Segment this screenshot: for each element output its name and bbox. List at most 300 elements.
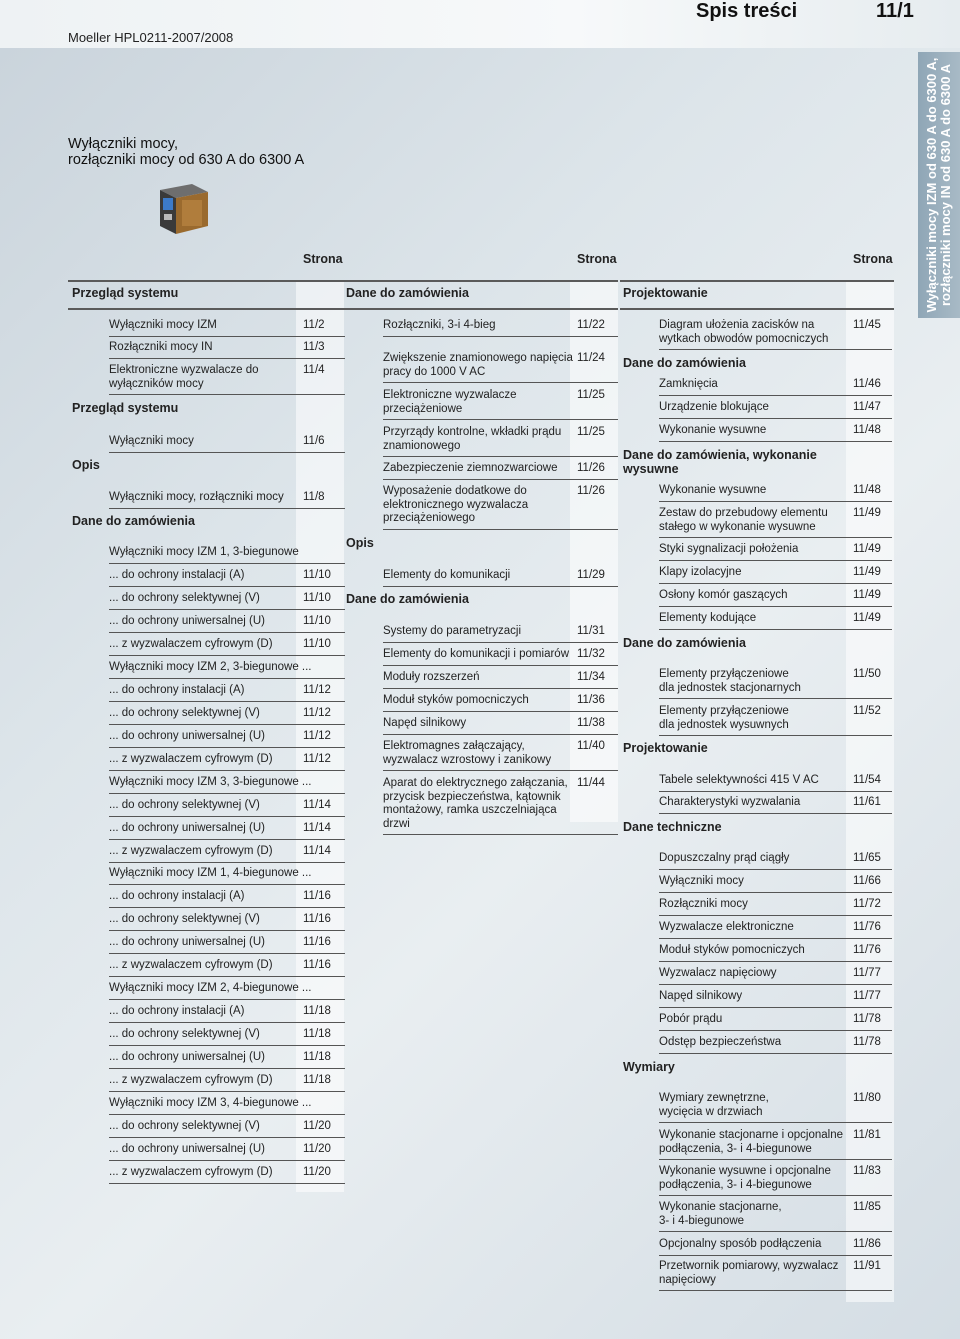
toc-entry-label: ... z wyzwalaczem cyfrowym (D) — [109, 638, 273, 650]
toc-entry-page: 11/20 — [303, 1143, 331, 1155]
toc-entry-page: 11/3 — [303, 341, 325, 353]
toc-entry[interactable] — [659, 612, 892, 631]
toc-entry-page: 11/72 — [853, 898, 881, 910]
section-heading: Dane do zamówienia — [623, 636, 746, 650]
toc-entry[interactable] — [109, 890, 345, 909]
toc-entry[interactable] — [659, 990, 892, 1009]
toc-entry-rule — [109, 336, 345, 337]
toc-entry[interactable] — [109, 546, 345, 565]
toc-entry-page: 11/44 — [577, 777, 605, 789]
toc-entry[interactable] — [659, 1129, 892, 1161]
toc-entry-label: Wyłączniki mocy IZM 2, 4-biegunowe ... — [109, 982, 312, 994]
column-heading-design: Projektowanie — [623, 286, 708, 300]
toc-entry-rule — [109, 1045, 345, 1046]
toc-entry-label: Wymiary zewnętrzne, wycięcia w drzwiach — [659, 1092, 769, 1118]
toc-entry-label: Rozłączniki mocy IN — [109, 341, 213, 353]
toc-entry-label: Wyłączniki mocy IZM 3, 4-biegunowe ... — [109, 1097, 312, 1109]
toc-entry-rule — [109, 907, 345, 908]
page-column-label-3: Strona — [853, 252, 893, 266]
toc-entry-label: Wyłączniki mocy — [659, 875, 744, 887]
toc-entry-label: ... z wyzwalaczem cyfrowym (D) — [109, 1074, 273, 1086]
toc-entry-page: 11/78 — [853, 1013, 881, 1025]
toc-entry-label: Elektroniczne wyzwalacze przeciążeniowe — [383, 389, 517, 415]
toc-entry-page: 11/16 — [303, 913, 331, 925]
toc-entry-label: ... do ochrony uniwersalnej (U) — [109, 615, 265, 627]
section-heading: Dane do zamówienia, wykonanie wysuwne — [623, 448, 817, 476]
toc-entry[interactable] — [659, 401, 892, 420]
toc-entry-label: ... z wyzwalaczem cyfrowym (D) — [109, 845, 273, 857]
toc-entry-label: ... do ochrony instalacji (A) — [109, 890, 245, 902]
toc-entry-label: ... do ochrony uniwersalnej (U) — [109, 730, 265, 742]
toc-entry-page: 11/34 — [577, 671, 605, 683]
toc-entry[interactable] — [109, 364, 345, 396]
toc-entry-rule — [109, 793, 345, 794]
toc-entry-label: Tabele selektywności 415 V AC — [659, 774, 819, 786]
column-heading-rule — [68, 280, 344, 282]
toc-entry[interactable] — [109, 936, 345, 955]
toc-entry-page: 11/10 — [303, 592, 331, 604]
toc-entry[interactable] — [383, 671, 618, 690]
toc-entry-rule — [109, 358, 345, 359]
toc-entry[interactable] — [659, 1036, 892, 1055]
section-heading: Wymiary — [623, 1060, 675, 1074]
toc-entry-rule — [109, 953, 345, 954]
toc-entry[interactable] — [109, 822, 345, 841]
section-heading: Dane techniczne — [623, 820, 722, 834]
toc-entry-rule — [109, 632, 345, 633]
toc-entry-rule — [383, 456, 618, 457]
toc-entry-page: 11/4 — [303, 364, 325, 376]
toc-entry-rule — [383, 336, 618, 337]
toc-entry[interactable] — [659, 796, 892, 815]
toc-entry-rule — [383, 529, 618, 530]
toc-entry[interactable] — [659, 543, 892, 562]
toc-entry[interactable] — [383, 648, 618, 667]
toc-entry-rule — [109, 1114, 345, 1115]
toc-entry[interactable] — [109, 569, 345, 588]
toc-entry[interactable] — [659, 319, 892, 351]
toc-entry[interactable] — [109, 1143, 345, 1162]
toc-entry-label: Wyłączniki mocy — [109, 435, 194, 447]
toc-entry[interactable] — [383, 389, 618, 421]
toc-entry-page: 11/52 — [853, 705, 881, 717]
section-heading: Dane do zamówienia — [346, 592, 469, 606]
chapter-title-line-2: rozłączniki mocy od 630 A do 6300 A — [68, 152, 305, 168]
toc-entry-page: 11/49 — [853, 507, 881, 519]
column-heading-ordering: Dane do zamówienia — [346, 286, 469, 300]
toc-entry-label: Odstęp bezpieczeństwa — [659, 1036, 782, 1048]
toc-entry[interactable] — [109, 1166, 345, 1185]
toc-entry-label: Moduł styków pomocniczych — [383, 694, 529, 706]
toc-entry-label: ... do ochrony uniwersalnej (U) — [109, 1051, 265, 1063]
toc-entry-rule — [659, 537, 892, 538]
toc-entry[interactable] — [109, 982, 345, 1001]
toc-entry-label: Przetwornik pomiarowy, wyzwalacz napięciowy — [659, 1260, 839, 1286]
toc-entry[interactable] — [109, 615, 345, 634]
toc-entry-label: Wyłączniki mocy IZM — [109, 319, 217, 331]
toc-entry-page: 11/47 — [853, 401, 881, 413]
toc-entry-label: ... do ochrony instalacji (A) — [109, 569, 245, 581]
toc-entry-page: 11/18 — [303, 1005, 331, 1017]
toc-entry-page: 11/14 — [303, 822, 331, 834]
toc-entry-rule — [659, 735, 892, 736]
page-column-label-2: Strona — [577, 252, 617, 266]
toc-entry-page: 11/25 — [577, 426, 605, 438]
toc-entry-label: Przyrządy kontrolne, wkładki prądu znamionowego — [383, 426, 562, 452]
toc-entry[interactable] — [383, 426, 618, 458]
toc-entry-label: Rozłączniki, 3-i 4-bieg — [383, 319, 496, 331]
toc-entry-label: Opcjonalny sposób podłączenia — [659, 1238, 822, 1250]
toc-entry[interactable] — [109, 1005, 345, 1024]
section-heading: Dane do zamówienia — [72, 514, 195, 528]
toc-entry-page: 11/76 — [853, 944, 881, 956]
toc-entry-rule — [109, 1160, 345, 1161]
toc-entry-page: 11/81 — [853, 1129, 881, 1141]
toc-entry-rule — [109, 508, 345, 509]
toc-entry-rule — [659, 441, 892, 442]
toc-entry[interactable] — [109, 776, 345, 795]
toc-entry-label: Wykonanie wysuwne i opcjonalne podłączenia, 3- i 4-biegunowe — [659, 1165, 831, 1191]
toc-entry-page: 11/49 — [853, 589, 881, 601]
section-heading: Opis — [72, 458, 100, 472]
toc-entry-page: 11/61 — [853, 796, 881, 808]
toc-entry-label: Wyłączniki mocy IZM 2, 3-biegunowe ... — [109, 661, 312, 673]
toc-entry[interactable] — [659, 668, 892, 700]
toc-entry[interactable] — [383, 740, 618, 772]
toc-entry[interactable] — [109, 661, 345, 680]
toc-entry-rule — [659, 892, 892, 893]
toc-entry-label: Elektromagnes załączający, wyzwalacz wzrostowy i zanikowy — [383, 740, 552, 766]
toc-entry-rule — [383, 770, 618, 771]
toc-entry-page: 11/65 — [853, 852, 881, 864]
toc-entry-rule — [109, 999, 345, 1000]
toc-entry-page: 11/80 — [853, 1092, 881, 1104]
toc-entry-rule — [659, 961, 892, 962]
toc-entry-rule — [109, 1022, 345, 1023]
toc-entry-rule — [659, 501, 892, 502]
toc-entry[interactable] — [659, 1092, 892, 1124]
toc-entry-page: 11/22 — [577, 319, 605, 331]
toc-entry-rule — [659, 1290, 892, 1291]
toc-entry-page: 11/26 — [577, 462, 605, 474]
side-tab-label — [925, 50, 953, 320]
toc-entry-page: 11/10 — [303, 638, 331, 650]
toc-entry-page: 11/16 — [303, 959, 331, 971]
toc-entry-rule — [659, 560, 892, 561]
toc-entry-page: 11/16 — [303, 936, 331, 948]
toc-entry-rule — [659, 698, 892, 699]
toc-entry[interactable] — [109, 491, 345, 510]
toc-entry-label: ... do ochrony uniwersalnej (U) — [109, 1143, 265, 1155]
toc-entry-rule — [383, 665, 618, 666]
toc-entry-rule — [659, 583, 892, 584]
toc-entry[interactable] — [109, 319, 345, 338]
section-heading: Projektowanie — [623, 741, 708, 755]
chapter-title-line-1: Wyłączniki mocy, — [68, 136, 178, 152]
toc-entry[interactable] — [109, 1074, 345, 1093]
toc-entry-rule — [109, 1137, 345, 1138]
toc-entry-label: ... do ochrony selektywnej (V) — [109, 1028, 260, 1040]
toc-entry-rule — [109, 976, 345, 977]
toc-entry[interactable] — [659, 507, 892, 539]
toc-entry-page: 11/10 — [303, 569, 331, 581]
toc-entry-label: Zestaw do przebudowy elementu stałego w wykonanie wysuwne — [659, 507, 828, 533]
toc-entry-rule — [659, 606, 892, 607]
toc-entry-page: 11/18 — [303, 1051, 331, 1063]
toc-entry[interactable] — [383, 569, 618, 588]
toc-entry[interactable] — [659, 852, 892, 871]
toc-entry[interactable] — [109, 959, 345, 978]
toc-entry-label: ... z wyzwalaczem cyfrowym (D) — [109, 959, 273, 971]
toc-entry-page: 11/46 — [853, 378, 881, 390]
toc-entry-rule — [659, 1053, 892, 1054]
toc-entry-label: Wykonanie wysuwne — [659, 424, 767, 436]
circuit-breaker-image — [152, 176, 212, 236]
toc-entry-label: ... do ochrony selektywnej (V) — [109, 799, 260, 811]
side-tab-line-2: rozłączniki mocy IN od 630 A do 6300 A — [938, 63, 953, 307]
toc-entry[interactable] — [109, 1097, 345, 1116]
toc-entry-label: Wykonanie wysuwne — [659, 484, 767, 496]
toc-entry-page: 11/40 — [577, 740, 605, 752]
toc-entry-page: 11/14 — [303, 799, 331, 811]
toc-entry-rule — [659, 869, 892, 870]
toc-entry[interactable] — [109, 1028, 345, 1047]
toc-entry-page: 11/25 — [577, 389, 605, 401]
toc-entry-rule — [109, 678, 345, 679]
toc-entry-rule — [383, 734, 618, 735]
toc-entry-rule — [659, 1122, 892, 1123]
toc-entry-page: 11/91 — [853, 1260, 881, 1272]
toc-entry-page: 11/77 — [853, 967, 881, 979]
toc-entry-rule — [109, 816, 345, 817]
toc-entry-rule — [383, 688, 618, 689]
toc-entry-label: Zabezpieczenie ziemnozwarciowe — [383, 462, 558, 474]
toc-entry-rule — [109, 862, 345, 863]
toc-entry-page: 11/78 — [853, 1036, 881, 1048]
toc-entry-label: Styki sygnalizacji położenia — [659, 543, 799, 555]
toc-entry[interactable] — [659, 967, 892, 986]
toc-entry[interactable] — [659, 921, 892, 940]
toc-entry-label: Rozłączniki mocy — [659, 898, 748, 910]
column-heading-overview: Przegląd systemu — [72, 286, 179, 300]
toc-entry-page: 11/14 — [303, 845, 331, 857]
toc-entry-page: 11/48 — [853, 484, 881, 496]
toc-entry-page: 11/77 — [853, 990, 881, 1002]
toc-entry-page: 11/18 — [303, 1028, 331, 1040]
toc-entry[interactable] — [109, 753, 345, 772]
toc-entry-label: Napęd silnikowy — [383, 717, 467, 729]
toc-entry-page: 11/76 — [853, 921, 881, 933]
toc-entry-rule — [659, 915, 892, 916]
toc-entry-label: Elementy do komunikacji i pomiarów — [383, 648, 569, 660]
toc-entry-rule — [109, 394, 345, 395]
toc-entry-page: 11/31 — [577, 625, 605, 637]
section-heading: Dane do zamówienia — [623, 356, 746, 370]
toc-entry-rule — [383, 586, 618, 587]
toc-entry-label: Wykonanie stacjonarne i opcjonalne podłączenia, 3- i 4-biegunowe — [659, 1129, 844, 1155]
toc-entry-page: 11/20 — [303, 1166, 331, 1178]
toc-entry[interactable] — [383, 485, 618, 531]
toc-entry[interactable] — [109, 730, 345, 749]
toc-entry-page: 11/54 — [853, 774, 881, 786]
toc-entry[interactable] — [659, 774, 892, 793]
toc-entry-rule — [659, 813, 892, 814]
toc-entry-rule — [659, 1159, 892, 1160]
toc-entry-rule — [109, 747, 345, 748]
toc-entry[interactable] — [659, 589, 892, 608]
toc-entry[interactable] — [109, 435, 345, 454]
toc-entry[interactable] — [659, 484, 892, 503]
toc-entry-label: Wyłączniki mocy, rozłączniki mocy — [109, 491, 284, 503]
toc-entry-label: Zamknięcia — [659, 378, 718, 390]
toc-entry-label: Osłony komór gaszących — [659, 589, 788, 601]
toc-entry[interactable] — [383, 625, 618, 644]
toc-entry-rule — [109, 701, 345, 702]
toc-entry-label: Wyposażenie dodatkowe do elektronicznego wyzwalacza przeciążeniowego — [383, 485, 529, 524]
toc-entry-rule — [109, 452, 345, 453]
toc-entry-page: 11/38 — [577, 717, 605, 729]
toc-entry[interactable] — [659, 1201, 892, 1233]
toc-entry[interactable] — [383, 717, 618, 736]
toc-entry-label: Elementy przyłączeniowe dla jednostek stacjonarnych — [659, 668, 801, 694]
toc-entry-rule — [109, 563, 345, 564]
toc-entry-rule — [659, 1231, 892, 1232]
toc-entry-rule — [109, 1091, 345, 1092]
toc-entry-rule — [109, 770, 345, 771]
toc-entry-rule — [659, 1030, 892, 1031]
toc-entry[interactable] — [383, 777, 618, 836]
toc-entry[interactable] — [659, 875, 892, 894]
toc-entry-rule — [659, 984, 892, 985]
toc-entry[interactable] — [659, 424, 892, 443]
toc-entry-rule — [109, 586, 345, 587]
toc-entry-rule — [383, 479, 618, 480]
toc-entry-page: 11/6 — [303, 435, 325, 447]
toc-entry-label: Urządzenie blokujące — [659, 401, 769, 413]
toc-entry[interactable] — [383, 319, 618, 338]
toc-entry-page: 11/49 — [853, 612, 881, 624]
toc-entry-label: ... do ochrony selektywnej (V) — [109, 1120, 260, 1132]
document-reference: Moeller HPL0211-2007/2008 — [68, 30, 234, 45]
toc-entry[interactable] — [659, 566, 892, 585]
toc-entry[interactable] — [383, 462, 618, 481]
toc-entry[interactable] — [659, 898, 892, 917]
toc-entry-rule — [659, 395, 892, 396]
toc-entry[interactable] — [109, 684, 345, 703]
toc-entry-page: 11/66 — [853, 875, 881, 887]
toc-entry-label: Charakterystyki wyzwalania — [659, 796, 801, 808]
toc-entry[interactable] — [659, 705, 892, 737]
toc-entry-rule — [659, 1007, 892, 1008]
toc-entry-page: 11/83 — [853, 1165, 881, 1177]
side-tab-line-1: Wyłączniki mocy IZM od 630 A do 6300 A, — [924, 57, 939, 313]
toc-entry-label: Dopuszczalny prąd ciągły — [659, 852, 790, 864]
toc-entry[interactable] — [109, 799, 345, 818]
toc-entry-page: 11/26 — [577, 485, 605, 497]
toc-entry-label: ... z wyzwalaczem cyfrowym (D) — [109, 753, 273, 765]
toc-entry[interactable] — [383, 694, 618, 713]
toc-entry-label: Wyłączniki mocy IZM 1, 3-biegunowe — [109, 546, 299, 558]
toc-entry-rule — [659, 349, 892, 350]
toc-entry[interactable] — [109, 592, 345, 611]
toc-entry-page: 11/86 — [853, 1238, 881, 1250]
toc-entry-rule — [109, 724, 345, 725]
toc-entry[interactable] — [659, 1260, 892, 1292]
section-heading: Opis — [346, 536, 374, 550]
toc-entry-label: Systemy do parametryzacji — [383, 625, 522, 637]
toc-entry-page: 11/2 — [303, 319, 325, 331]
toc-entry-label: Elementy przyłączeniowe dla jednostek wysuwnych — [659, 705, 789, 731]
toc-entry-page: 11/50 — [853, 668, 881, 680]
toc-entry-page: 11/32 — [577, 648, 605, 660]
toc-entry[interactable] — [659, 1238, 892, 1257]
toc-entry-label: ... do ochrony selektywnej (V) — [109, 592, 260, 604]
toc-entry-label: Moduły rozszerzeń — [383, 671, 480, 683]
toc-entry[interactable] — [109, 707, 345, 726]
toc-entry[interactable] — [383, 352, 618, 384]
toc-entry[interactable] — [109, 638, 345, 657]
toc-entry[interactable] — [659, 944, 892, 963]
toc-entry-page: 11/49 — [853, 543, 881, 555]
toc-entry[interactable] — [109, 1120, 345, 1139]
toc-entry-label: Moduł styków pomocniczych — [659, 944, 805, 956]
toc-entry-page: 11/12 — [303, 753, 331, 765]
toc-entry[interactable] — [109, 341, 345, 360]
toc-entry-rule — [659, 418, 892, 419]
toc-entry-label: Pobór prądu — [659, 1013, 723, 1025]
column-heading-rule — [620, 280, 894, 282]
toc-entry-page: 11/24 — [577, 352, 605, 364]
toc-entry-label: Wyzwalacz napięciowy — [659, 967, 777, 979]
toc-entry-label: Diagram ułożenia zacisków na wytkach obwodów pomocniczych — [659, 319, 829, 345]
toc-entry-label: ... do ochrony instalacji (A) — [109, 1005, 245, 1017]
toc-entry-label: Zwiększenie znamionowego napięcia pracy do 1000 V AC — [383, 352, 573, 378]
toc-entry-label: ... do ochrony uniwersalnej (U) — [109, 936, 265, 948]
toc-entry-label: Wyzwalacze elektroniczne — [659, 921, 794, 933]
toc-entry-rule — [659, 1195, 892, 1196]
toc-entry-page: 11/36 — [577, 694, 605, 706]
toc-entry-page: 11/10 — [303, 615, 331, 627]
toc-entry-label: Elektroniczne wyzwalacze do wyłączników mocy — [109, 364, 259, 390]
toc-entry-label: ... do ochrony selektywnej (V) — [109, 707, 260, 719]
column-heading-rule — [343, 280, 618, 282]
toc-entry-label: ... do ochrony uniwersalnej (U) — [109, 822, 265, 834]
toc-entry-page: 11/12 — [303, 730, 331, 742]
toc-entry-rule — [383, 642, 618, 643]
toc-entry-rule — [109, 609, 345, 610]
column-heading-rule — [68, 308, 344, 310]
toc-entry[interactable] — [109, 1051, 345, 1070]
toc-entry[interactable] — [659, 1165, 892, 1197]
toc-entry[interactable] — [109, 913, 345, 932]
page-column-label-1: Strona — [303, 252, 343, 266]
toc-entry-label: ... do ochrony selektywnej (V) — [109, 913, 260, 925]
column-heading-rule — [620, 308, 894, 310]
toc-entry-page: 11/49 — [853, 566, 881, 578]
toc-entry-rule — [383, 834, 618, 835]
toc-entry[interactable] — [109, 867, 345, 886]
toc-entry-page: 11/18 — [303, 1074, 331, 1086]
toc-entry[interactable] — [659, 378, 892, 397]
toc-entry-rule — [383, 419, 618, 420]
toc-entry[interactable] — [109, 845, 345, 864]
toc-entry-rule — [109, 839, 345, 840]
toc-entry-rule — [659, 938, 892, 939]
toc-entry[interactable] — [659, 1013, 892, 1032]
toc-entry-page: 11/8 — [303, 491, 325, 503]
toc-entry-label: Elementy do komunikacji — [383, 569, 511, 581]
toc-entry-page: 11/12 — [303, 707, 331, 719]
